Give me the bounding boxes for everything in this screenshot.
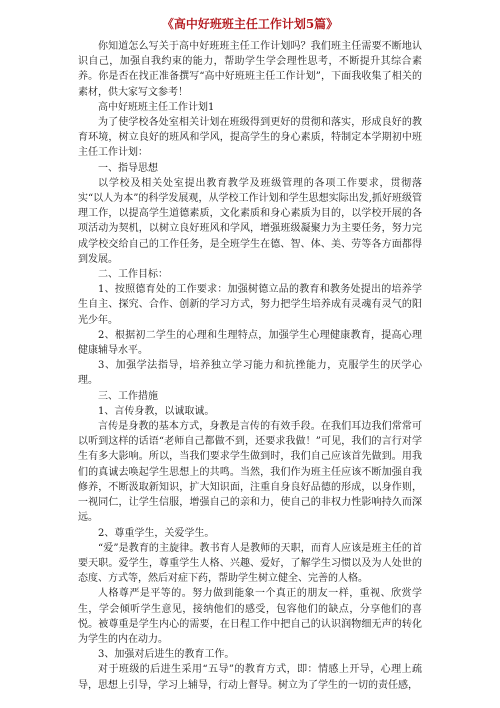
paragraph: 3、加强对后进生的教育工作。 [98, 649, 235, 661]
paragraph: 以学校及相关处室提出教育教学及班级管理的各项工作要求，贯彻落实“以人为本”的科学发展观，从学校工作计划和学生思想实际出发,抓好班级管理工作，以提高学生道德素质，文化素质和身心素质为目的，以学校开展的各项活动为契机，以树立良好班风和学风，增强班级凝聚力为主要任务，努力完成学校交给自己的工作任务，是全班学生在德、智、体、美、劳等各方面都得到发展。 [78, 177, 422, 265]
paragraph: 2、尊重学生，关爱学生。 [98, 527, 215, 539]
document-body [78, 39, 422, 693]
paragraph: 人格尊严是平等的。努力做到能象一个真正的朋友一样，重视、欣赏学生，学会倾听学生意见，接纳他们的感受，包容他们的缺点，分享他们的喜悦。被尊重是学生内心的需要，在日程工作中把自己的认识润物细无声的转化为学生的内在动力。 [78, 588, 422, 645]
document-title: 《高中好班班主任工作计划5篇》 [161, 17, 339, 31]
paragraph: 为了使学校各处室相关计划在班级得到更好的贯彻和落实，形成良好的教育环境，树立良好的班风和学风，提高学生的身心素质，特制定本学期初中班主任工作计划： [78, 117, 422, 159]
paragraph: 3、加强学法指导，培养独立学习能力和抗挫能力，克服学生的厌学心理。 [78, 360, 422, 387]
paragraph: 1、按照德育处的工作要求：加强树德立品的教育和教务处提出的培养学生自主、探究、合作、创新的学习方式，努力把学生培养成有灵魂有灵气的阳光少年。 [78, 284, 422, 326]
paragraph: 言传是身教的基本方式，身教是言传的有效手段。在我们耳边我们常常可以听到这样的话语“老师自己都做不到，还要求我做！”可见，我们的言行对学生有多大影响。所以，当我们要求学生做到时，我们自己应该首先做到。用我们的真诚去唤起学生思想上的共鸣。当然，我们作为班主任应该不断加强自我修养，不断汲取新知识，扩大知识面，注重自身良好品德的形成，以身作则，一视同仁，让学生信服，增强自己的亲和力，使自己的非权力性影响持久而深远。 [78, 421, 422, 524]
paragraph: 高中好班班主任工作计划1 [98, 101, 215, 113]
paragraph: 三、工作措施 [98, 390, 158, 402]
paragraph: 二、工作目标： [98, 269, 168, 281]
paragraph: 你知道怎么写关于高中好班班主任工作计划吗？我们班主任需要不断地认识自己，加强自我约束的能力，帮助学生学会理性思考，不断提升其综合素养。你是否在找正准备撰写“高中好班班主任工作计划”，下面我收集了相关的素材，供大家写文参考！ [78, 41, 422, 98]
paragraph: 对于班级的后进生采用“五导”的教育方式，即：情感上开导，心理上疏导，思想上引导，学习上辅导，行动上督导。树立为了学生的一切的责任感， [78, 664, 422, 691]
paragraph: “爱”是教育的主旋律。教书育人是教师的天职，而育人应该是班主任的首要天职。爱学生，尊重学生人格、兴趣、爱好，了解学生习惯以及为人处世的态度、方式等，然后对症下药，帮助学生树立健全、完善的人格。 [78, 542, 422, 585]
paragraph: 1、言传身教，以诚取诚。 [98, 405, 215, 417]
paragraph: 一、指导思想 [98, 162, 158, 174]
paragraph: 2、根据初二学生的心理和生理特点，加强学生心理健康教育，提高心理健康辅导水平。 [78, 329, 422, 357]
